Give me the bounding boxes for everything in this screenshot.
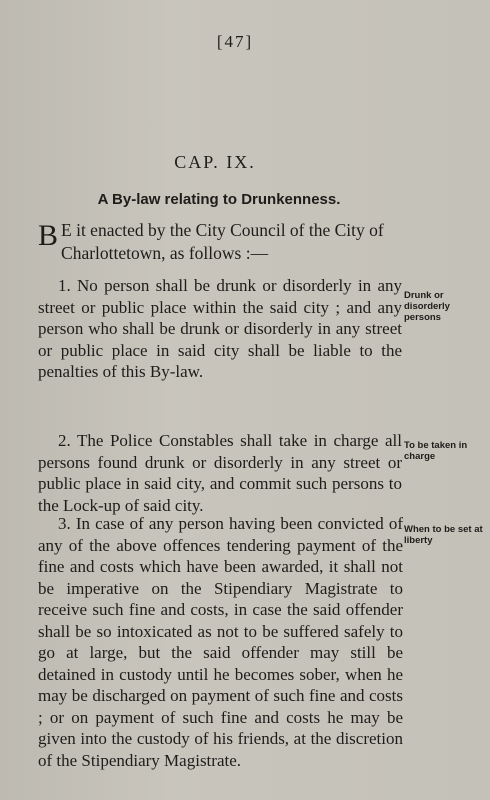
drop-cap: B <box>38 219 59 252</box>
chapter-title: CAP. IX. <box>174 152 256 172</box>
section-1 <box>38 275 402 383</box>
section-3 <box>38 513 403 771</box>
section-text: In case of any person having been convicted of any of the above offences tendering payment of the fine and costs which have been awarded, it shall not be imperative on the Stipendiary Magistrate to receive such fine and costs, in case the said offender shall be so intoxicated as not to be suffered safely to go at large, but the said offender may still be detained in custody until he becomes sober, when he may be discharged on payment of such fine and costs ; or on payment of such fine and costs he may be given into the custody of his friends, at the discretion of the Stipendiary Magistrate. <box>38 514 404 770</box>
bylaw-heading: A By-law relating to Drunkenness. <box>97 191 341 208</box>
section-2 <box>38 430 402 516</box>
section-text: The Police Constables shall take in charge all persons found drunk or disorderly in any street or public place in said city, and commit such persons to the Lock-up of said city. <box>38 431 402 515</box>
enacting-clause <box>38 219 398 265</box>
margin-note-set-at-liberty: When to be set at liberty <box>404 524 483 546</box>
section-text: No person shall be drunk or disorderly in any street or public place within the said city ; and any person who shall be drunk or disorderly in any street or public place in said city shall be liable to the penalties of this By-law. <box>38 276 402 381</box>
enacting-clause-text: E it enacted by the City Council of the City of Charlottetown, as follows :— <box>61 220 384 263</box>
section-number: 3. <box>58 514 71 533</box>
margin-note-drunk-persons: Drunk or disorderly persons <box>404 290 450 323</box>
page-number: [47] <box>216 32 254 51</box>
section-number: 1. <box>58 276 71 295</box>
margin-note-taken-in-charge: To be taken in charge <box>404 440 468 462</box>
section-number: 2. <box>58 431 71 450</box>
